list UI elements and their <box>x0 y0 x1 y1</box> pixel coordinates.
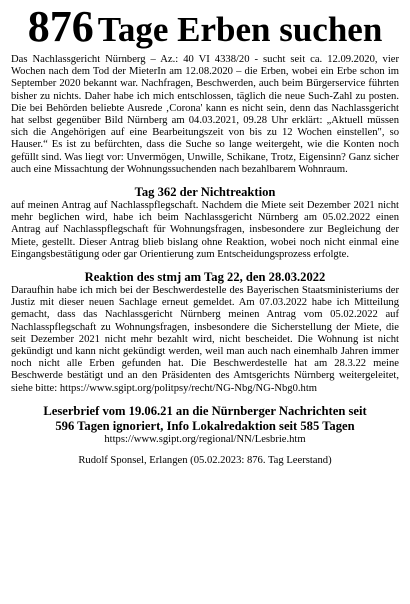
spacer <box>11 176 399 185</box>
section-heading-nonreaction: Tag 362 der Nichtreaktion <box>134 185 276 200</box>
reader-letter-line-2: 596 Tagen ignoriert, Info Lokalredaktion seit 585 Tagen <box>55 418 355 433</box>
reader-letter-line-1: Leserbrief vom 19.06.21 an die Nürnberger Nachrichten seit <box>43 403 367 418</box>
page-title <box>11 0 399 54</box>
day-count: 876 <box>27 2 94 51</box>
section-paragraph-nonreaction: auf meinen Antrag auf Nachlasspflegschaft. Nachdem die Miete seit Dezember 2021 nicht mehr beglichen wird, habe ich beim Nachlassgericht Nürnberg am 05.02.2022 einen Antrag auf Nachlasspflegschaft für Wohnungsfragen, insbesondere zur Begleichung der Miete, gestellt. Dieser Antrag blieb bislang ohne Reaktion, wobei noch nicht einmal eine Eingangsbestätigung oder gar Orientierung zum Entscheidungsprozess erfolgte. <box>11 200 399 260</box>
author-signature: Rudolf Sponsel, Erlangen (05.02.2023: 876. Tag Leerstand) <box>78 454 332 466</box>
section-paragraph-stmj-reaction: Daraufhin habe ich mich bei der Beschwerdestelle des Bayerischen Staatsministeriums der Justiz mit dieser neuen Sachlage erneut gemeldet. Am 07.03.2022 habe ich Mitteilung gemacht, dass das Nachlassgericht Nürnberg meinen Antrag vom 05.02.2022 auf Nachlasspflegschaft zu Wohnungsfragen, insbesondere die Sicherstellung der Miete, die seit Dezember 2021 nicht mehr bezahlt wird, nicht bescheidet. Die Wohnung ist nicht gekündigt und kann nicht gekündigt werden, weil man auch nach einemhalb Jahren immer noch nicht alle Erben gefunden hat. Die Beschwerdestelle hat am 28.3.22 meine Beschwerde bestätigt und an den Präsidenten des Amtsgerichts Nürnberg weitergeleitet, siehe bitte: https://www.sgipt.org/politpsy/recht/NG-Nbg/NG-Nbg0.htm <box>11 285 399 394</box>
intro-paragraph: Das Nachlassgericht Nürnberg – Az.: 40 VI 4338/20 - sucht seit ca. 12.09.2020, vier Wochen nach dem Tod der MieterIn am 12.08.2020 – die Erben, wobei ein Erbe schon im September 2020 bekannt war. Nachfragen, Beschwerden, auch beim Bürgerservice führten bisher zu nichts. Daher habe ich mich entschlossen, täglich die neue Such-Zahl zu posten. Die bei Behörden beliebte Ausrede ‚Corona' kann es nicht sein, denn das Nachlassgericht hat selbst gegenüber Bild Nürnberg am 04.03.2021, 09.28 Uhr erklärt: „Aktuell müssen sich die Angehörigen auf eine Bearbeitungszeit von bis zu 12 Wochen einstellen", so Hauser.“ Es ist zu befürchten, dass die Suche so lange weitergeht, wie die Konten noch gefüllt sind. Was liegt vor: Unvermögen, Unwille, Schikane, Trotz, Eigensinn? Ganz sicher auch eine Missachtung der Wohnungssuchenden nach bezahlbarem Wohnraum. <box>11 54 399 175</box>
section-heading-stmj-reaction: Reaktion des stmj am Tag 22, den 28.03.2022 <box>84 270 326 285</box>
reader-letter-link[interactable]: https://www.sgipt.org/regional/NN/Lesbrie.htm <box>104 433 306 445</box>
spacer <box>11 446 399 455</box>
spacer <box>11 395 399 404</box>
spacer <box>11 261 399 270</box>
title-text: Tage Erben suchen <box>97 10 383 49</box>
